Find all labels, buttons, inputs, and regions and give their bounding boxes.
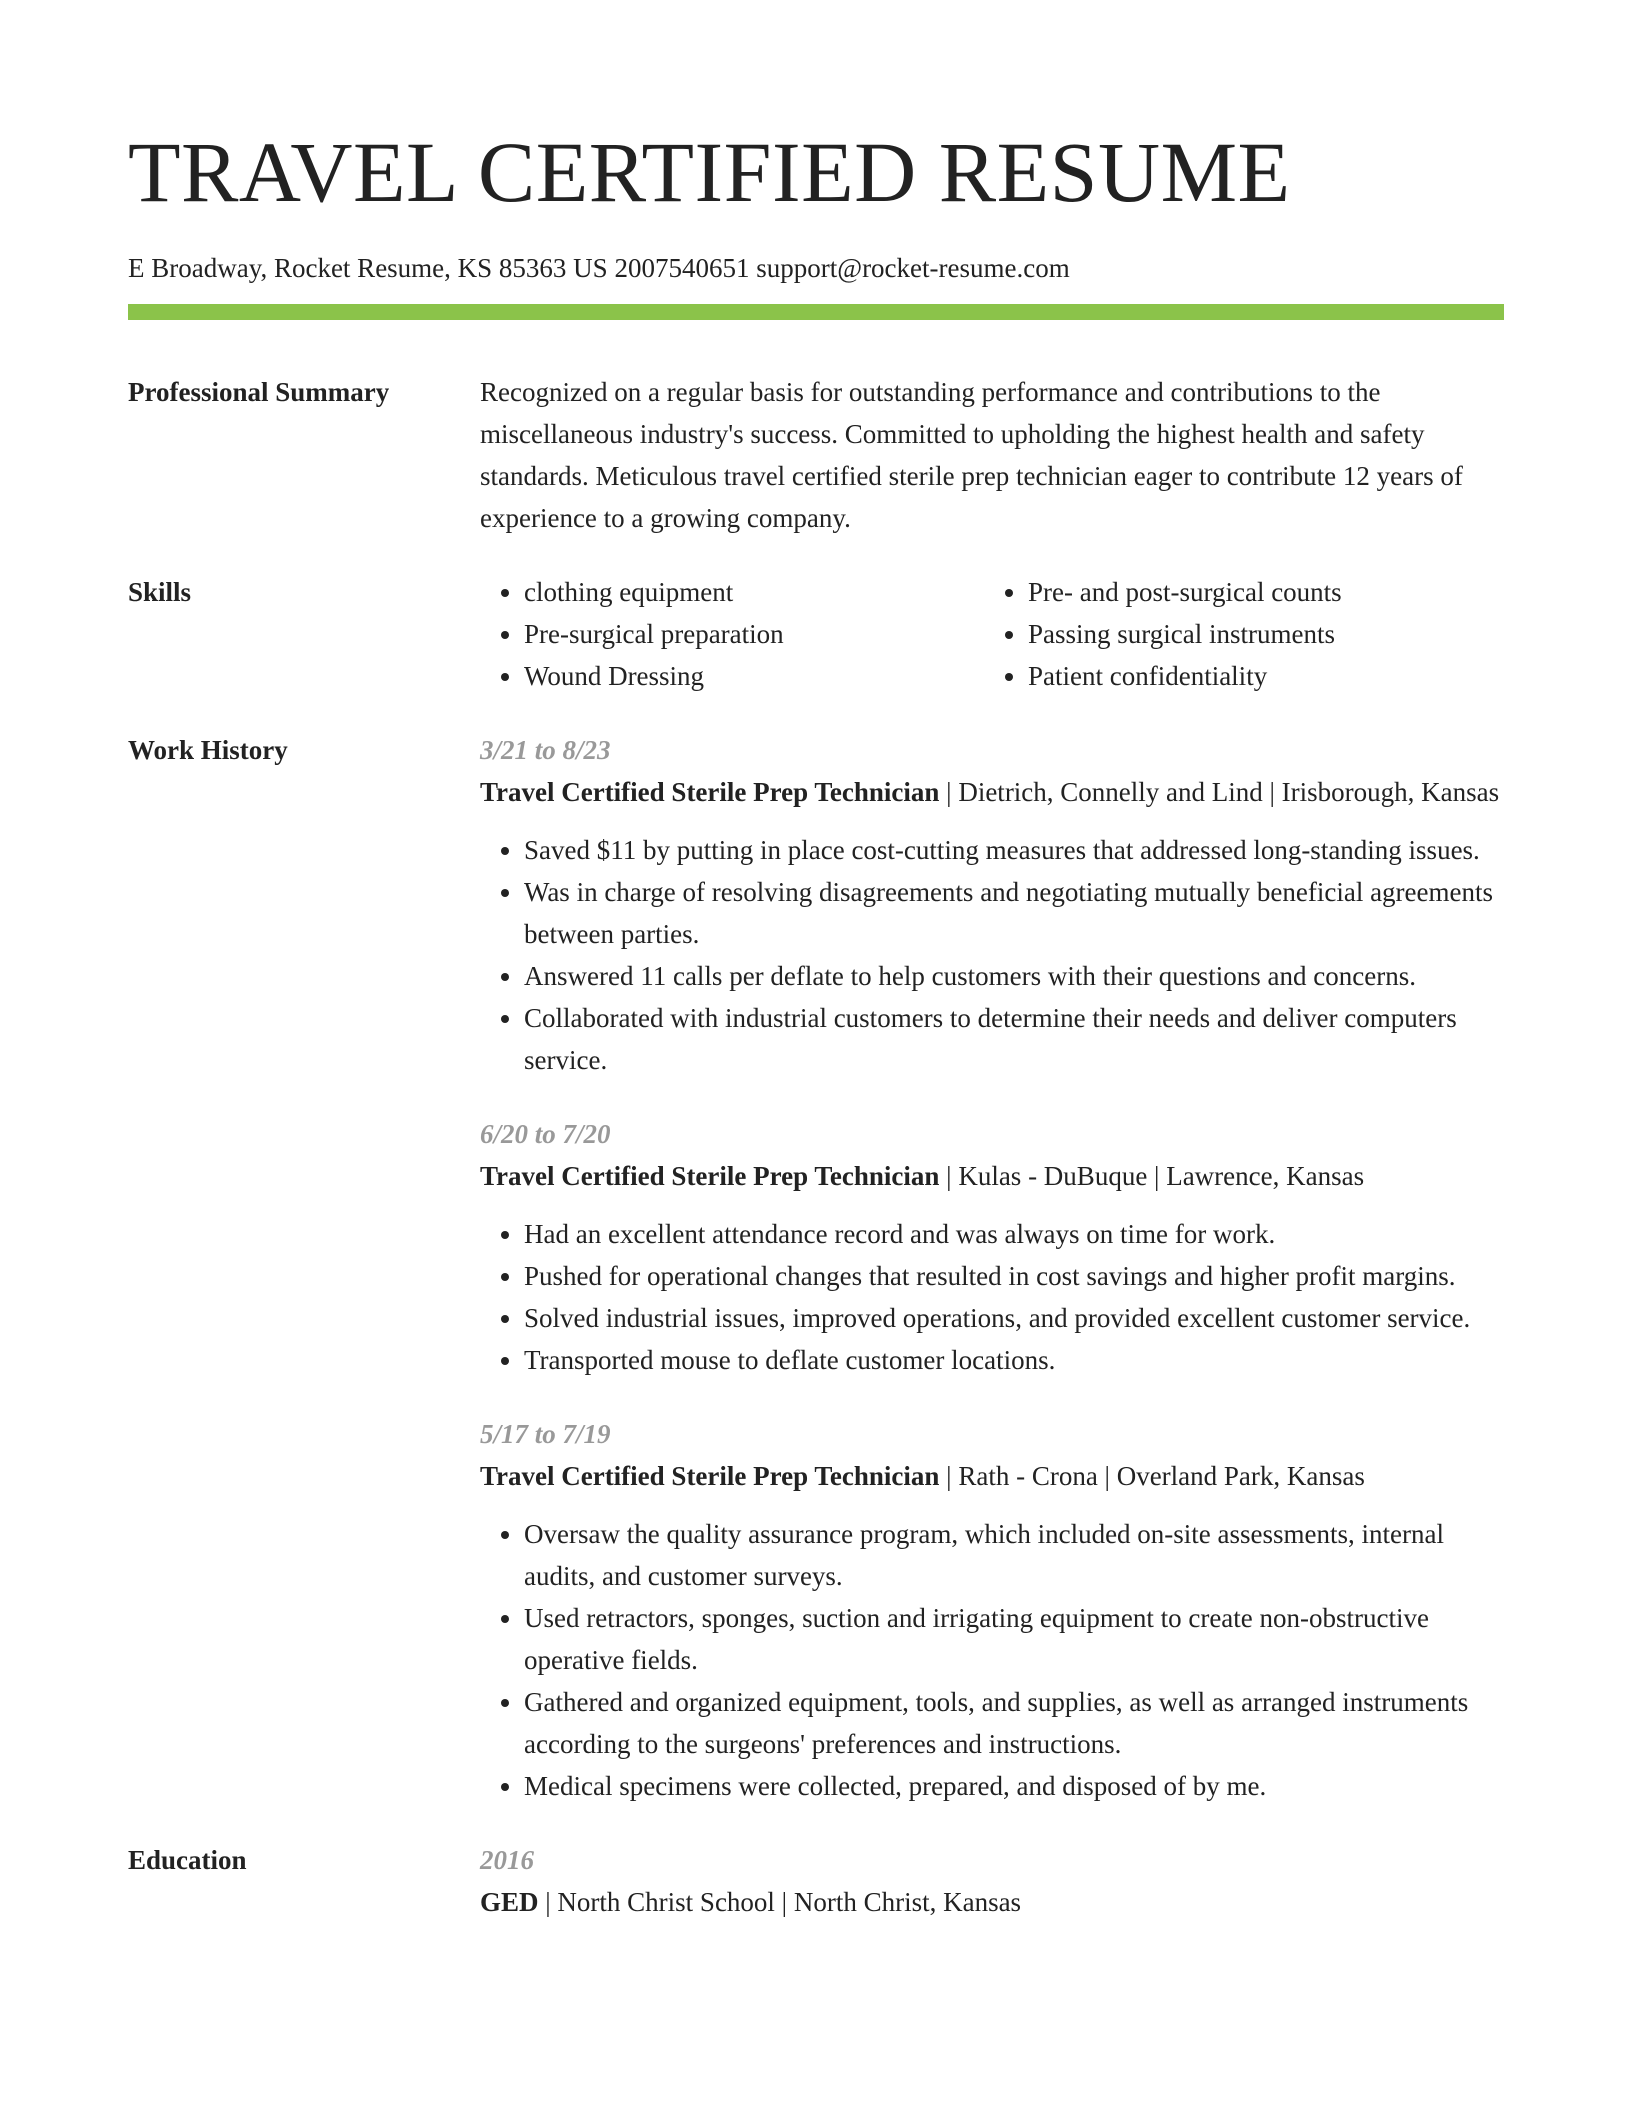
job-bullets <box>480 1213 1504 1381</box>
skills-section <box>128 571 1504 697</box>
job-bullets <box>480 1513 1504 1807</box>
job-bullet: • Used retractors, sponges, suction and irrigating equipment to create non-obstructive operative fields. <box>524 1597 1504 1681</box>
job-bullet: • Pushed for operational changes that resulted in cost savings and higher profit margins. <box>524 1255 1504 1297</box>
education-year: 2016 <box>480 1845 534 1875</box>
education-label: Education <box>128 1845 247 1875</box>
job-bullets <box>480 829 1504 1081</box>
skills-body <box>480 571 1504 697</box>
job-bullet: • Transported mouse to deflate customer locations. <box>524 1339 1504 1381</box>
job-bullet: • Medical specimens were collected, prepared, and disposed of by me. <box>524 1765 1504 1807</box>
job-bullet: • Solved industrial issues, improved operations, and provided excellent customer service. <box>524 1297 1504 1339</box>
job-details: | Dietrich, Connelly and Lind | Irisborough, Kansas <box>939 777 1500 807</box>
job-bullet: • Oversaw the quality assurance program, which included on-site assessments, internal audits, and customer surveys. <box>524 1513 1504 1597</box>
job-details: | Rath - Crona | Overland Park, Kansas <box>939 1461 1365 1491</box>
skill-item: • Patient confidentiality <box>1028 655 1504 697</box>
job-role-line <box>480 1455 1504 1497</box>
job-role-line <box>480 1155 1504 1197</box>
job-entry <box>480 1113 1504 1381</box>
skill-item: • Passing surgical instruments <box>1028 613 1504 655</box>
job-entry <box>480 1413 1504 1807</box>
skills-list-right <box>984 571 1504 697</box>
job-dates: 5/17 to 7/19 <box>480 1419 611 1449</box>
job-bullet: • Collaborated with industrial customers to determine their needs and deliver computers service. <box>524 997 1504 1081</box>
job-entry <box>480 729 1504 1081</box>
job-details: | Kulas - DuBuque | Lawrence, Kansas <box>939 1161 1365 1191</box>
work-history-label: Work History <box>128 735 288 765</box>
work-history-body <box>480 729 1504 1807</box>
job-bullet: • Gathered and organized equipment, tools, and supplies, as well as arranged instruments according to the surgeons' preferences and instructions. <box>524 1681 1504 1765</box>
education-body <box>480 1839 1504 1923</box>
job-dates: 3/21 to 8/23 <box>480 735 611 765</box>
job-bullet: • Answered 11 calls per deflate to help customers with their questions and concerns. <box>524 955 1504 997</box>
job-bullet: • Saved $11 by putting in place cost-cutting measures that addressed long-standing issues. <box>524 829 1504 871</box>
job-bullet: • Was in charge of resolving disagreements and negotiating mutually beneficial agreements between parties. <box>524 871 1504 955</box>
job-bullet: • Had an excellent attendance record and was always on time for work. <box>524 1213 1504 1255</box>
job-title: Travel Certified Sterile Prep Technician <box>480 1161 940 1191</box>
resume-page <box>128 0 1504 1923</box>
education-details: | North Christ School | North Christ, Kansas <box>538 1887 1022 1917</box>
education-section <box>128 1839 1504 1923</box>
job-title: Travel Certified Sterile Prep Technician <box>480 777 940 807</box>
contact-info: E Broadway, Rocket Resume, KS 85363 US 2007540651 support@rocket-resume.com <box>128 253 1070 283</box>
education-line <box>480 1881 1504 1923</box>
summary-section <box>128 371 1504 539</box>
work-history-section <box>128 729 1504 1807</box>
skills-list-left <box>480 571 984 697</box>
skills-label: Skills <box>128 577 192 607</box>
summary-text: Recognized on a regular basis for outstanding performance and contributions to the miscellaneous industry's success. Committed to upholding the highest health and safety standards. Meticulous travel certified sterile prep technician eager to contribute 12 years of experience to a growing company. <box>480 377 1463 533</box>
job-dates: 6/20 to 7/20 <box>480 1119 611 1149</box>
job-title: Travel Certified Sterile Prep Technician <box>480 1461 940 1491</box>
resume-title: TRAVEL CERTIFIED RESUME <box>128 124 1291 220</box>
summary-body <box>480 371 1504 539</box>
skill-item: • Pre- and post-surgical counts <box>1028 571 1504 613</box>
skill-item: • Wound Dressing <box>524 655 984 697</box>
summary-label: Professional Summary <box>128 377 390 407</box>
skill-item: • clothing equipment <box>524 571 984 613</box>
education-degree: GED <box>480 1887 539 1917</box>
skill-item: • Pre-surgical preparation <box>524 613 984 655</box>
header-divider <box>128 304 1504 320</box>
job-role-line <box>480 771 1504 813</box>
